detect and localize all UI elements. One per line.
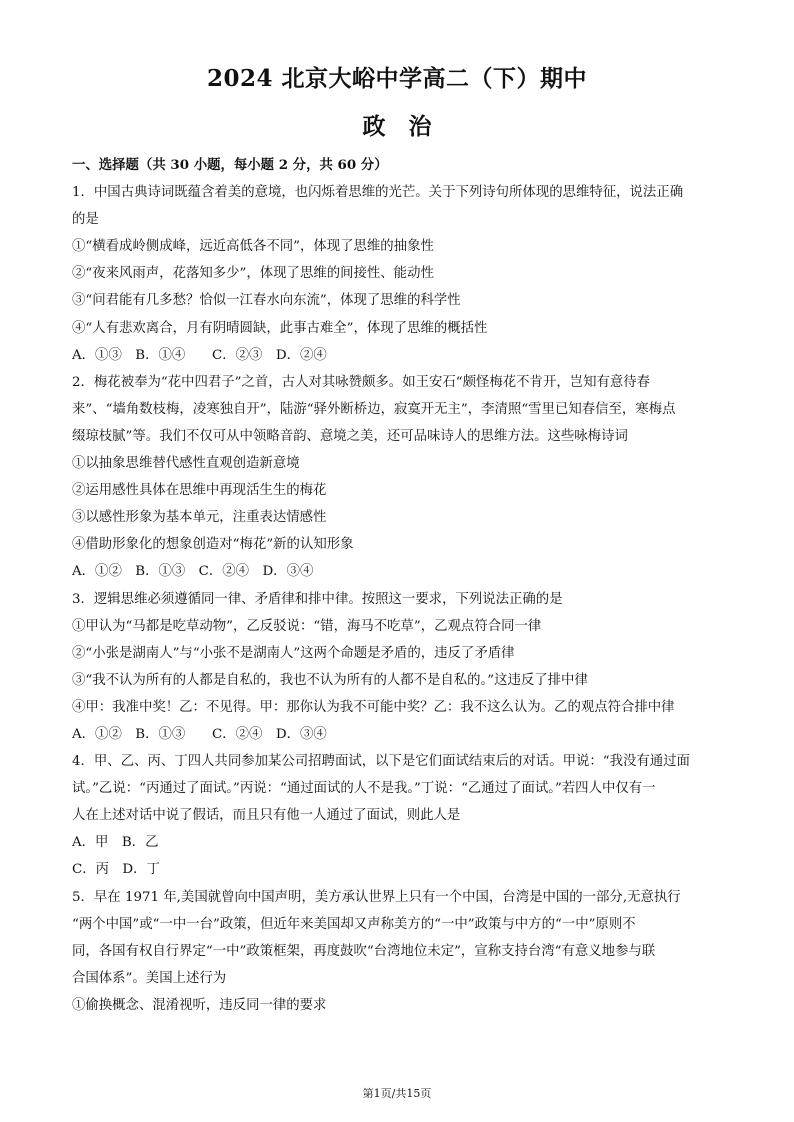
statement-item: ③“我不认为所有的人都是自私的，我也不认为所有的人都不是自私的。”这违反了排中律 [72, 672, 588, 688]
statement-item: ①甲认为“马都是吃草动物”，乙反驳说：“错，海马不吃草”，乙观点符合同一律 [72, 618, 542, 634]
question-stem-line: 2．梅花被奉为“花中四君子”之首，古人对其咏赞颇多。如王安石“颇怪梅花不肯开，岂知有意待春 [72, 374, 651, 390]
question-stem-line: 合国体系”。美国上述行为 [72, 970, 227, 986]
statement-item: ②“夜来风雨声，花落知多少”，体现了思维的间接性、能动性 [72, 266, 434, 282]
question-stem-line: 来”、“墙角数枝梅，凌寒独自开”，陆游“驿外断桥边，寂寞开无主”，李清照“雪里已知春信至，寒梅点 [72, 401, 676, 417]
answer-options: C．丙 D．丁 [72, 862, 160, 878]
question-stem-line: 5．早在 1971 年,美国就曾向中国声明，美方承认世界上只有一个中国，台湾是中国的一部分,无意执行 [72, 889, 681, 905]
question-stem-line: 同，各国有权自行界定“一中”政策框架，再度鼓吹“台湾地位未定”，宣称支持台湾“有意义地参与联 [72, 943, 656, 959]
question-stem-line: 3．逻辑思维必须遵循同一律、矛盾律和排中律。按照这一要求，下列说法正确的是 [72, 591, 563, 607]
statement-item: ③“问君能有几多愁？恰似一江春水向东流”，体现了思维的科学性 [72, 293, 461, 309]
question-stem-line: 的是 [72, 212, 99, 228]
question-stem-line: 1．中国古典诗词既蕴含着美的意境，也闪烁着思维的光芒。关于下列诗句所体现的思维特征，说法正确 [72, 185, 684, 201]
question-2 [72, 369, 732, 586]
statement-item: ③以感性形象为基本单元，注重表达情感性 [72, 510, 327, 526]
statement-item: ④借助形象化的想象创造对“梅花”新的认知形象 [72, 537, 354, 553]
exam-title: 2024 北京大峪中学高二（下）期中 [206, 65, 588, 92]
statement-item: ①“横看成岭侧成峰，远近高低各不同”，体现了思维的抽象性 [72, 239, 434, 255]
answer-options: A．①② B．①③ C．②④ D．③④ [72, 564, 314, 580]
question-stem-line: 缀琼枝腻”等。我们不仅可从中领略音韵、意境之美，还可品味诗人的思维方法。这些咏梅诗词 [72, 428, 628, 444]
page-number: 第1页/共15页 [362, 1087, 432, 1100]
statement-item: ①以抽象思维替代感性直观创造新意境 [72, 456, 300, 472]
question-3 [72, 586, 732, 749]
question-stem-line: 4．甲、乙、丙、丁四人共同参加某公司招聘面试，以下是它们面试结束后的对话。甲说：“我没有通过面 [72, 754, 690, 770]
section-heading: 一、选择题（共 30 小题，每小题 2 分，共 60 分） [72, 157, 388, 173]
answer-options: A．①③ B．①④ C．②③ D．②④ [72, 347, 327, 363]
question-1 [72, 179, 732, 369]
question-stem-line: “两个中国”或“一中一台”政策，但近年来美国却又声称美方的“一中”政策与中方的“一中”原则不 [72, 916, 636, 932]
question-stem-line: 人在上述对话中说了假话，而且只有他一人通过了面试，则此人是 [72, 808, 461, 824]
question-5 [72, 884, 732, 1019]
statement-item: ①偷换概念、混淆视听，违反同一律的要求 [72, 997, 327, 1013]
statement-item: ②运用感性具体在思维中再现活生生的梅花 [72, 483, 327, 499]
answer-options: A．①② B．①③ C．②④ D．③④ [72, 726, 327, 742]
statement-item: ②“小张是湖南人”与“小张不是湖南人”这两个命题是矛盾的，违反了矛盾律 [72, 645, 515, 661]
question-4 [72, 748, 732, 883]
statement-item: ④“人有悲欢离合，月有阴晴圆缺，此事古难全”，体现了思维的概括性 [72, 320, 488, 336]
question-stem-line: 试。”乙说：“丙通过了面试。”丙说：“通过面试的人不是我。”丁说：“乙通过了面试。”若四人中仅有一 [72, 781, 656, 797]
exam-content [72, 152, 732, 1019]
answer-options: A．甲 B．乙 [72, 835, 159, 851]
subject-title: 政 治 [362, 113, 432, 140]
statement-item: ④甲：我准中奖！乙：不见得。甲：那你认为我不可能中奖？乙：我不这么认为。乙的观点符合排中律 [72, 699, 675, 715]
